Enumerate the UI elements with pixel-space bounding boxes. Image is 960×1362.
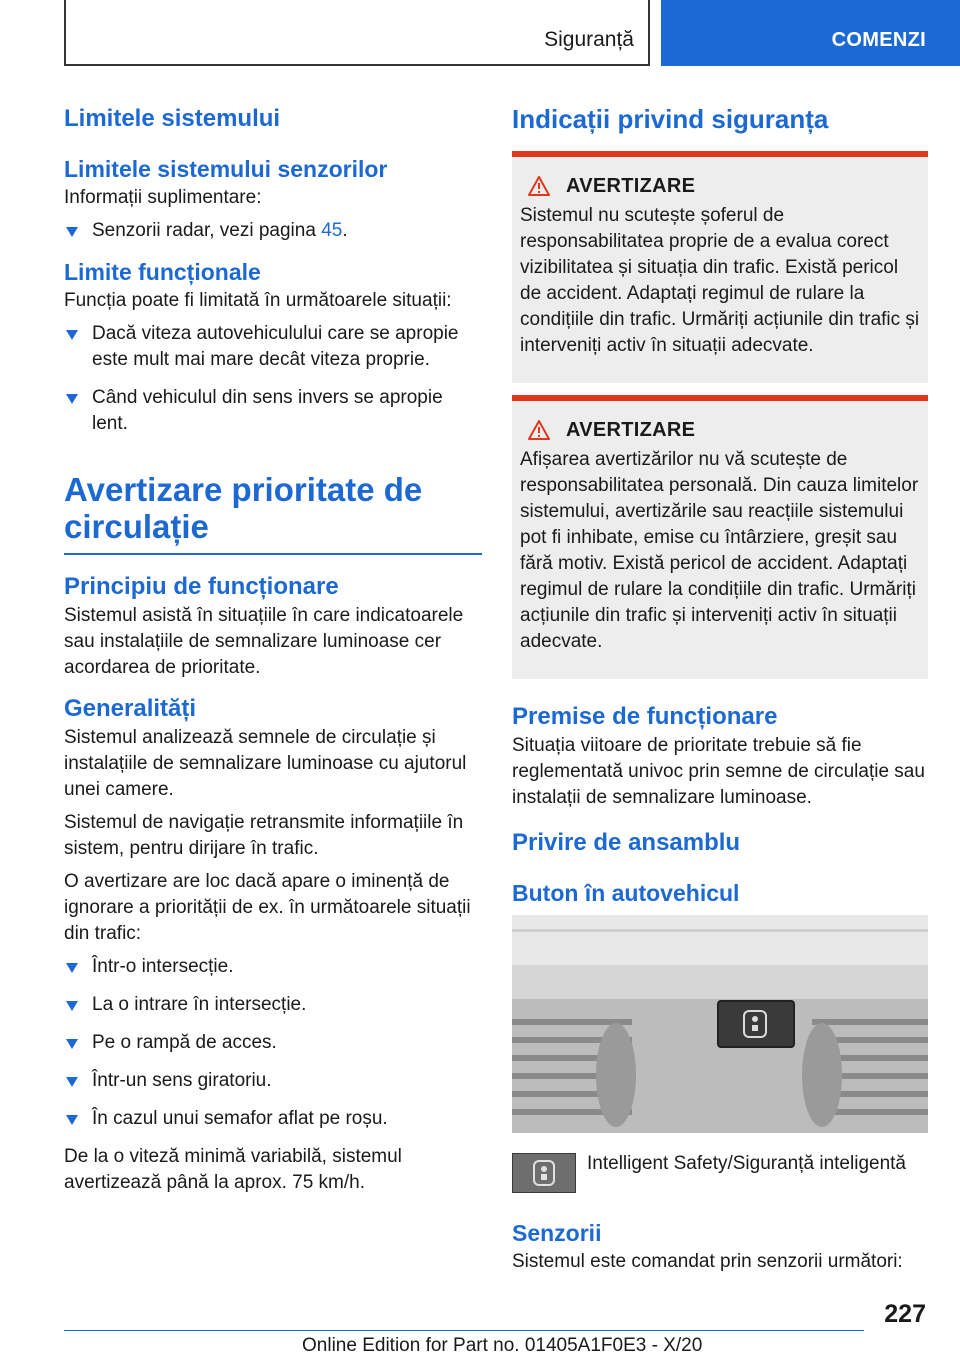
page-number: 227 <box>884 1300 926 1328</box>
list-item: Dacă viteza autovehiculului care se apropie este mult mai mare decât viteza proprie. <box>64 321 482 373</box>
heading-sensors: Senzorii <box>512 1220 602 1246</box>
heading-sensor-limits: Limitele sistemului senzorilor <box>64 156 388 182</box>
list-item <box>64 218 482 244</box>
radar-end: . <box>342 220 348 241</box>
list-item: La o intrare în intersecție. <box>64 992 482 1018</box>
radar-text: Senzorii radar, vezi pagina <box>92 220 322 241</box>
limits-list <box>64 321 482 437</box>
heading-functional-limits: Limite funcționale <box>64 259 261 285</box>
heading-premise: Premise de funcționare <box>512 703 778 730</box>
warning-box-2 <box>512 395 928 679</box>
paragraph-speed: De la o viteză minimă variabilă, sistemul avertizează până la aprox. 75 km/h. <box>64 1146 402 1193</box>
button-caption: Intelligent Safety/Siguranță inteligentă <box>587 1153 906 1174</box>
list-item: Când vehiculul din sens invers se apropie lent. <box>64 385 482 437</box>
heading-button: Buton în autovehicul <box>512 880 740 906</box>
header-chapter-tab[interactable] <box>661 0 960 66</box>
warning-triangle-icon <box>528 420 550 440</box>
triangle-bullet-icon <box>66 963 78 973</box>
paragraph-general-3: O avertizare are loc dacă apare o iminență de ignorare a priorității de ex. în următoarele situații din trafic: <box>64 871 471 944</box>
page-link-45[interactable]: 45 <box>321 220 343 241</box>
header-chapter-label: COMENZI <box>831 29 926 51</box>
triangle-bullet-icon <box>66 394 78 404</box>
list-item: Într-o intersecție. <box>64 954 482 980</box>
list-item: Într-un sens giratoriu. <box>64 1068 482 1094</box>
intelligent-safety-icon <box>512 1153 576 1193</box>
dashboard-photo <box>512 915 928 1133</box>
triangle-bullet-icon <box>66 330 78 340</box>
heading-principle: Principiu de funcționare <box>64 573 339 600</box>
warning-text: Afișarea avertizărilor nu vă scutește de responsabilitatea personală. Din cauza limitelor sistemului, avertizările sau reacțiile sistemului pot fi inhibate, emise cu întârziere, greșit sau fără motiv. Există pericol de accident. Adaptați regimul de rulare la condițiile din trafic. Urmăriți acțiunile din trafic și interveniți activ în situații adecvate. <box>520 449 919 652</box>
heading-system-limits: Limitele sistemului <box>64 105 281 132</box>
warning-title-row <box>528 173 920 199</box>
paragraph-sensors: Sistemul este comandat prin senzorii următori: <box>512 1251 903 1272</box>
footer-divider <box>64 1330 864 1331</box>
triangle-bullet-icon <box>66 1001 78 1011</box>
heading-general: Generalități <box>64 695 197 722</box>
heading-overview: Privire de ansamblu <box>512 829 741 856</box>
list-item: Pe o rampă de acces. <box>64 1030 482 1056</box>
header-section-box <box>64 0 650 66</box>
triangle-bullet-icon <box>66 1077 78 1087</box>
warning-title-row <box>528 417 920 443</box>
triangle-bullet-icon <box>66 1039 78 1049</box>
header-section-title: Siguranță <box>544 28 634 51</box>
paragraph-principle: Sistemul asistă în situațiile în care indicatoarele sau instalațiile de semnalizare luminoase cer acordarea de prioritate. <box>64 605 464 678</box>
dashboard-illustration <box>512 915 928 1133</box>
warning-text: Sistemul nu scutește șoferul de responsabilitatea proprie de a evalua corect vizibilitatea și situația din trafic. Există pericol de accident. Adaptați regimul de rulare la condițiile din trafic. Urmăriți acțiunile din trafic și interveniți activ în situații adecvate. <box>520 205 920 356</box>
heading-safety: Indicații privind siguranța <box>512 104 829 134</box>
warning-box-1 <box>512 151 928 383</box>
triangle-bullet-icon <box>66 227 78 237</box>
warning-title: AVERTIZARE <box>566 174 696 197</box>
chapter-title: Avertizare prioritate de circulație <box>64 471 482 555</box>
paragraph-premise: Situația viitoare de prioritate trebuie să fie reglementată univoc prin semne de circulație sau instalații de semnalizare luminoase. <box>512 735 925 808</box>
triangle-bullet-icon <box>66 1115 78 1125</box>
situations-list <box>64 954 482 1132</box>
footer-edition: Online Edition for Part no. 01405A1F0E3 - X/20 <box>302 1335 703 1356</box>
radar-list <box>64 218 482 244</box>
list-item: În cazul unui semafor aflat pe roșu. <box>64 1106 482 1132</box>
caption-row <box>512 1151 928 1193</box>
paragraph-general-1: Sistemul analizează semnele de circulație și instalațiile de semnalizare luminoase cu ajutorul unei camere. <box>64 727 467 800</box>
paragraph-general-2: Sistemul de navigație retransmite informațiile în sistem, pentru dirijare în trafic. <box>64 812 464 859</box>
paragraph-info: Informații suplimentare: <box>64 187 262 208</box>
paragraph-functional-limits: Funcția poate fi limitată în următoarele situații: <box>64 290 452 311</box>
warning-triangle-icon <box>528 176 550 196</box>
warning-title: AVERTIZARE <box>566 418 696 441</box>
left-column <box>64 95 482 1203</box>
right-column <box>512 95 928 1282</box>
